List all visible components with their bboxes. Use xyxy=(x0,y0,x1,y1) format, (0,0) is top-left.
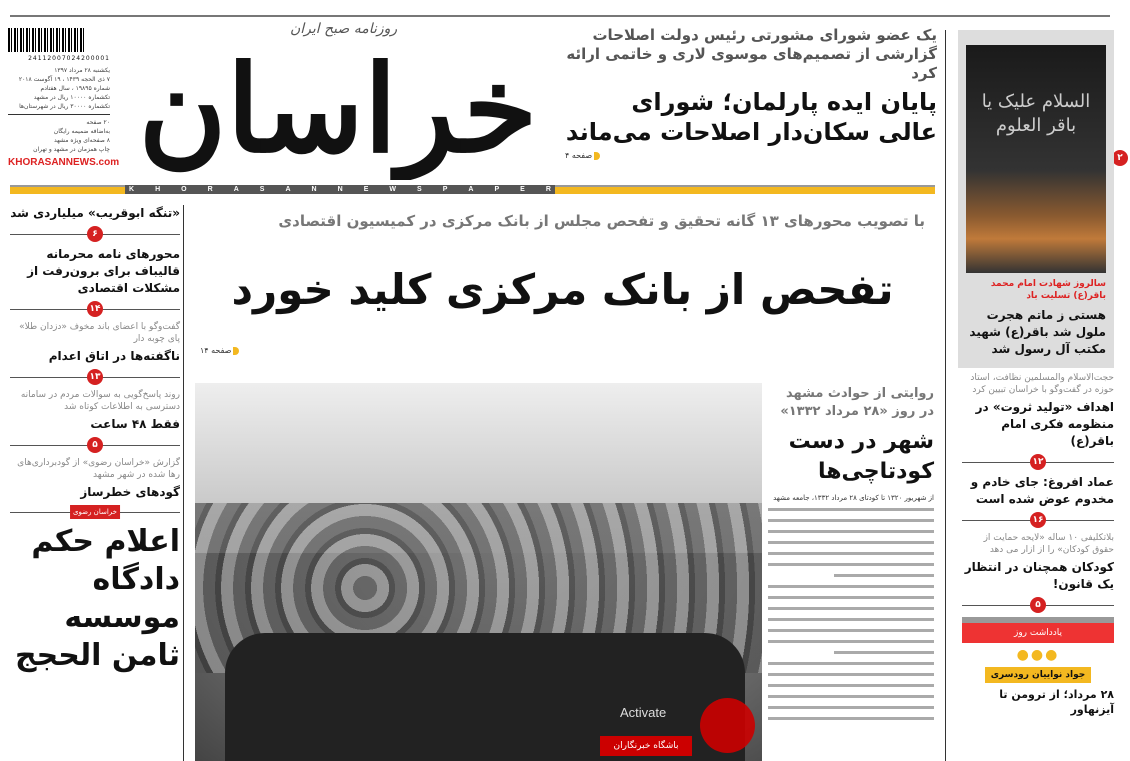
banner-letter: K xyxy=(129,186,135,193)
body-line: از شهریور ۱۳۲۰ تا کودتای ۲۸ مرداد ۱۳۳۲، جامعه مشهد xyxy=(773,494,934,502)
page-info xyxy=(8,114,110,154)
column-divider xyxy=(945,30,946,761)
date-line: تکشماره ۳۰۰۰۰ ریال در شهرستان‌ها xyxy=(19,103,110,110)
text-line xyxy=(768,607,934,610)
text-line xyxy=(834,574,934,577)
page-badge: ۵ xyxy=(1030,597,1046,613)
banner-letter: S xyxy=(259,186,265,193)
text-line xyxy=(768,673,934,676)
photo-story-body xyxy=(768,493,934,728)
text-line xyxy=(768,585,934,588)
page-badge: ۱۴ xyxy=(87,301,103,317)
banner-letter: N xyxy=(337,186,343,193)
news-headline: گودهای خطرساز xyxy=(80,485,180,499)
masthead-info-column xyxy=(8,28,120,169)
text-line xyxy=(768,563,934,566)
date-line: ۷ ذی الحجه ۱۴۳۹ ، ۱۹ آگوست ۲۰۱۸ xyxy=(18,76,110,83)
banner-letter: H xyxy=(155,186,161,193)
photo-story-subtitle: روایتی از حوادث مشهد در روز «۲۸ مرداد ۱۳۳۲» xyxy=(780,386,934,419)
website-link[interactable]: KHORASANNEWS.com xyxy=(8,157,120,168)
editorial-author: جواد نواییان رودسری xyxy=(985,667,1091,683)
text-line xyxy=(768,695,934,698)
left-feature-headline[interactable]: اعلام حکم دادگاه موسسه ثامن الحجج xyxy=(15,524,180,673)
editorial-headline[interactable]: ۲۸ مرداد؛ از ترومن تا آیزنهاور xyxy=(999,688,1114,716)
divider xyxy=(10,226,180,242)
banner-letter: P xyxy=(494,186,500,193)
left-news-item[interactable] xyxy=(10,389,180,433)
banner-letter: E xyxy=(363,186,369,193)
banner-letter: E xyxy=(520,186,525,193)
memorial-box xyxy=(958,30,1114,368)
date-line: شماره ۱۹۸۹۵ ، سال هفتادم xyxy=(40,85,110,92)
divider xyxy=(962,597,1114,613)
divider xyxy=(962,512,1114,528)
logo-subtitle: روزنامه صبح ایران xyxy=(290,21,398,37)
banner-letter: O xyxy=(181,186,187,193)
divider xyxy=(10,437,180,453)
text-line xyxy=(768,618,934,621)
news-subtitle: گفت‌وگو با اعضای باند مخوف «دزدان طلا» پای چوبه دار xyxy=(19,322,180,344)
news-subtitle: بلاتکلیفی ۱۰ ساله «لایحه حمایت از حقوق کودکان» را از ازار می دهد xyxy=(983,533,1114,555)
text-line xyxy=(768,684,934,687)
right-news-item[interactable] xyxy=(962,474,1114,508)
memorial-image xyxy=(966,45,1106,273)
banner-letter: A xyxy=(285,186,291,193)
left-news-item[interactable] xyxy=(10,246,180,297)
banner-letter: R xyxy=(207,186,213,193)
main-story-headline[interactable]: تفحص از بانک مرکزی کلید خورد xyxy=(231,265,894,314)
banner-letter: P xyxy=(442,186,448,193)
divider xyxy=(10,301,180,317)
khorasan-newspaper-banner xyxy=(125,185,555,194)
main-story-subtitle: با تصویب محورهای ۱۳ گانه تحقیق و تفحص مجلس از بانک مرکزی در کمیسیون اقتصادی xyxy=(278,212,925,230)
text-line xyxy=(768,640,934,643)
banner-letter: A xyxy=(233,186,239,193)
text-line xyxy=(768,530,934,533)
page-badge: ۲ xyxy=(1112,150,1128,166)
news-headline: عماد افروغ: جای خادم و مخدوم عوض شده است xyxy=(970,475,1114,506)
body-text-lines xyxy=(768,508,934,720)
text-line xyxy=(768,717,934,720)
header-story-page: صفحه ۴ xyxy=(565,151,937,161)
banner-letter: A xyxy=(468,186,474,193)
left-column xyxy=(10,205,180,675)
date-info xyxy=(8,66,110,111)
top-rule xyxy=(10,15,1110,17)
right-column xyxy=(962,30,1114,717)
left-news-item[interactable] xyxy=(10,457,180,501)
barcode xyxy=(8,28,86,52)
news-headline: اهداف «تولید ثروت» در منظومه فکری امام باقر(ع) xyxy=(975,400,1114,448)
text-line xyxy=(834,651,934,654)
news-headline: کودکان همچنان در انتظار یک قانون! xyxy=(964,560,1114,591)
right-news-item[interactable] xyxy=(962,372,1114,450)
photo-story xyxy=(768,385,934,728)
text-line xyxy=(768,541,934,544)
page-badge: ۱۶ xyxy=(1030,512,1046,528)
text-line xyxy=(768,508,934,511)
page-info-line: چاپ همزمان در مشهد و تهران xyxy=(33,146,110,153)
text-line xyxy=(768,519,934,522)
news-headline: فقط ۴۸ ساعت xyxy=(90,417,180,431)
newspaper-logo: خراسان xyxy=(138,40,538,180)
section-tag xyxy=(10,505,180,519)
text-line xyxy=(768,706,934,709)
header-story-subtitle: یک عضو شورای مشورتی رئیس دولت اصلاحات گزارشی از تصمیم‌های موسوی لاری و خاتمی ارائه کرد xyxy=(566,26,937,82)
barcode-number: 24112007024200001 xyxy=(28,55,110,62)
left-news-item[interactable] xyxy=(10,205,180,222)
page-badge: ۶ xyxy=(87,226,103,242)
text-line xyxy=(768,629,934,632)
banner-letter: S xyxy=(417,186,422,193)
news-subtitle: گزارش «خراسان رضوی» از گودبرداری‌های رها شده در شهر مشهد xyxy=(17,458,180,480)
banner-letter: W xyxy=(389,186,396,193)
dots-ornament: ●●● xyxy=(1016,647,1060,663)
page-badge: ۱۳ xyxy=(87,369,103,385)
right-news-item[interactable] xyxy=(962,532,1114,593)
text-line xyxy=(768,552,934,555)
left-news-item[interactable] xyxy=(10,321,180,365)
date-line: یکشنبه ۲۸ مرداد ۱۳۹۷ xyxy=(54,67,110,74)
news-headline: محورهای نامه محرمانه قالیباف برای برون‌رفت از مشکلات اقتصادی xyxy=(27,247,180,295)
header-story xyxy=(565,26,937,182)
banner-letter: R xyxy=(545,186,551,193)
page-info-line: ۲۰ صفحه xyxy=(86,119,110,126)
divider xyxy=(962,454,1114,470)
main-story-page: صفحه ۱۴ xyxy=(200,346,239,356)
memorial-headline[interactable]: هستی ز ماتم هجرت ملول شد باقر(ع) شهید مکتب آل رسول شد xyxy=(969,308,1106,356)
photo-story-headline[interactable]: شهر در دست کودتاچی‌ها xyxy=(788,429,934,484)
date-line: تکشماره ۱۰۰۰۰ ریال در مشهد xyxy=(33,94,110,101)
watermark-logo-icon xyxy=(700,698,755,753)
memorial-calligraphy: السلام علیک یا باقر العلوم xyxy=(981,91,1091,136)
historic-photo xyxy=(195,383,762,761)
news-subtitle: روند پاسخ‌گویی به سوالات مردم در سامانه دسترسی به اطلاعات کوتاه شد xyxy=(20,390,180,412)
banner-letter: N xyxy=(311,186,317,193)
page-info-line: به‌اضافه ضمیمه رایگان xyxy=(53,128,110,135)
column-divider xyxy=(183,205,184,761)
header-story-headline[interactable]: پایان ایده پارلمان؛ شورای عالی سکان‌دار اصلاحات می‌ماند xyxy=(565,88,937,146)
news-headline: «تنگه ابوقریب» میلیاردی شد xyxy=(10,206,180,220)
page-info-line: ۸ صفحه‌ای ویژه مشهد xyxy=(53,137,110,144)
activate-windows-notice: Activate xyxy=(620,705,667,720)
page-badge: ۵ xyxy=(87,437,103,453)
divider xyxy=(10,369,180,385)
news-subtitle: حجت‌الاسلام والمسلمین نظافت، استاد حوزه در گفت‌وگو با خراسان تبیین کرد xyxy=(970,373,1114,395)
watermark-label: باشگاه خبرنگاران xyxy=(600,736,692,756)
section-tag-label: خراسان رضوی xyxy=(70,505,120,519)
page-badge: ۱۲ xyxy=(1030,454,1046,470)
news-headline: ناگفته‌ها در اتاق اعدام xyxy=(48,349,180,363)
text-line xyxy=(768,662,934,665)
memorial-caption: سالروز شهادت امام محمد باقر(ع) تسلیت باد xyxy=(990,279,1106,301)
text-line xyxy=(768,596,934,599)
editorial-section-bar: یادداشت روز xyxy=(962,617,1114,643)
